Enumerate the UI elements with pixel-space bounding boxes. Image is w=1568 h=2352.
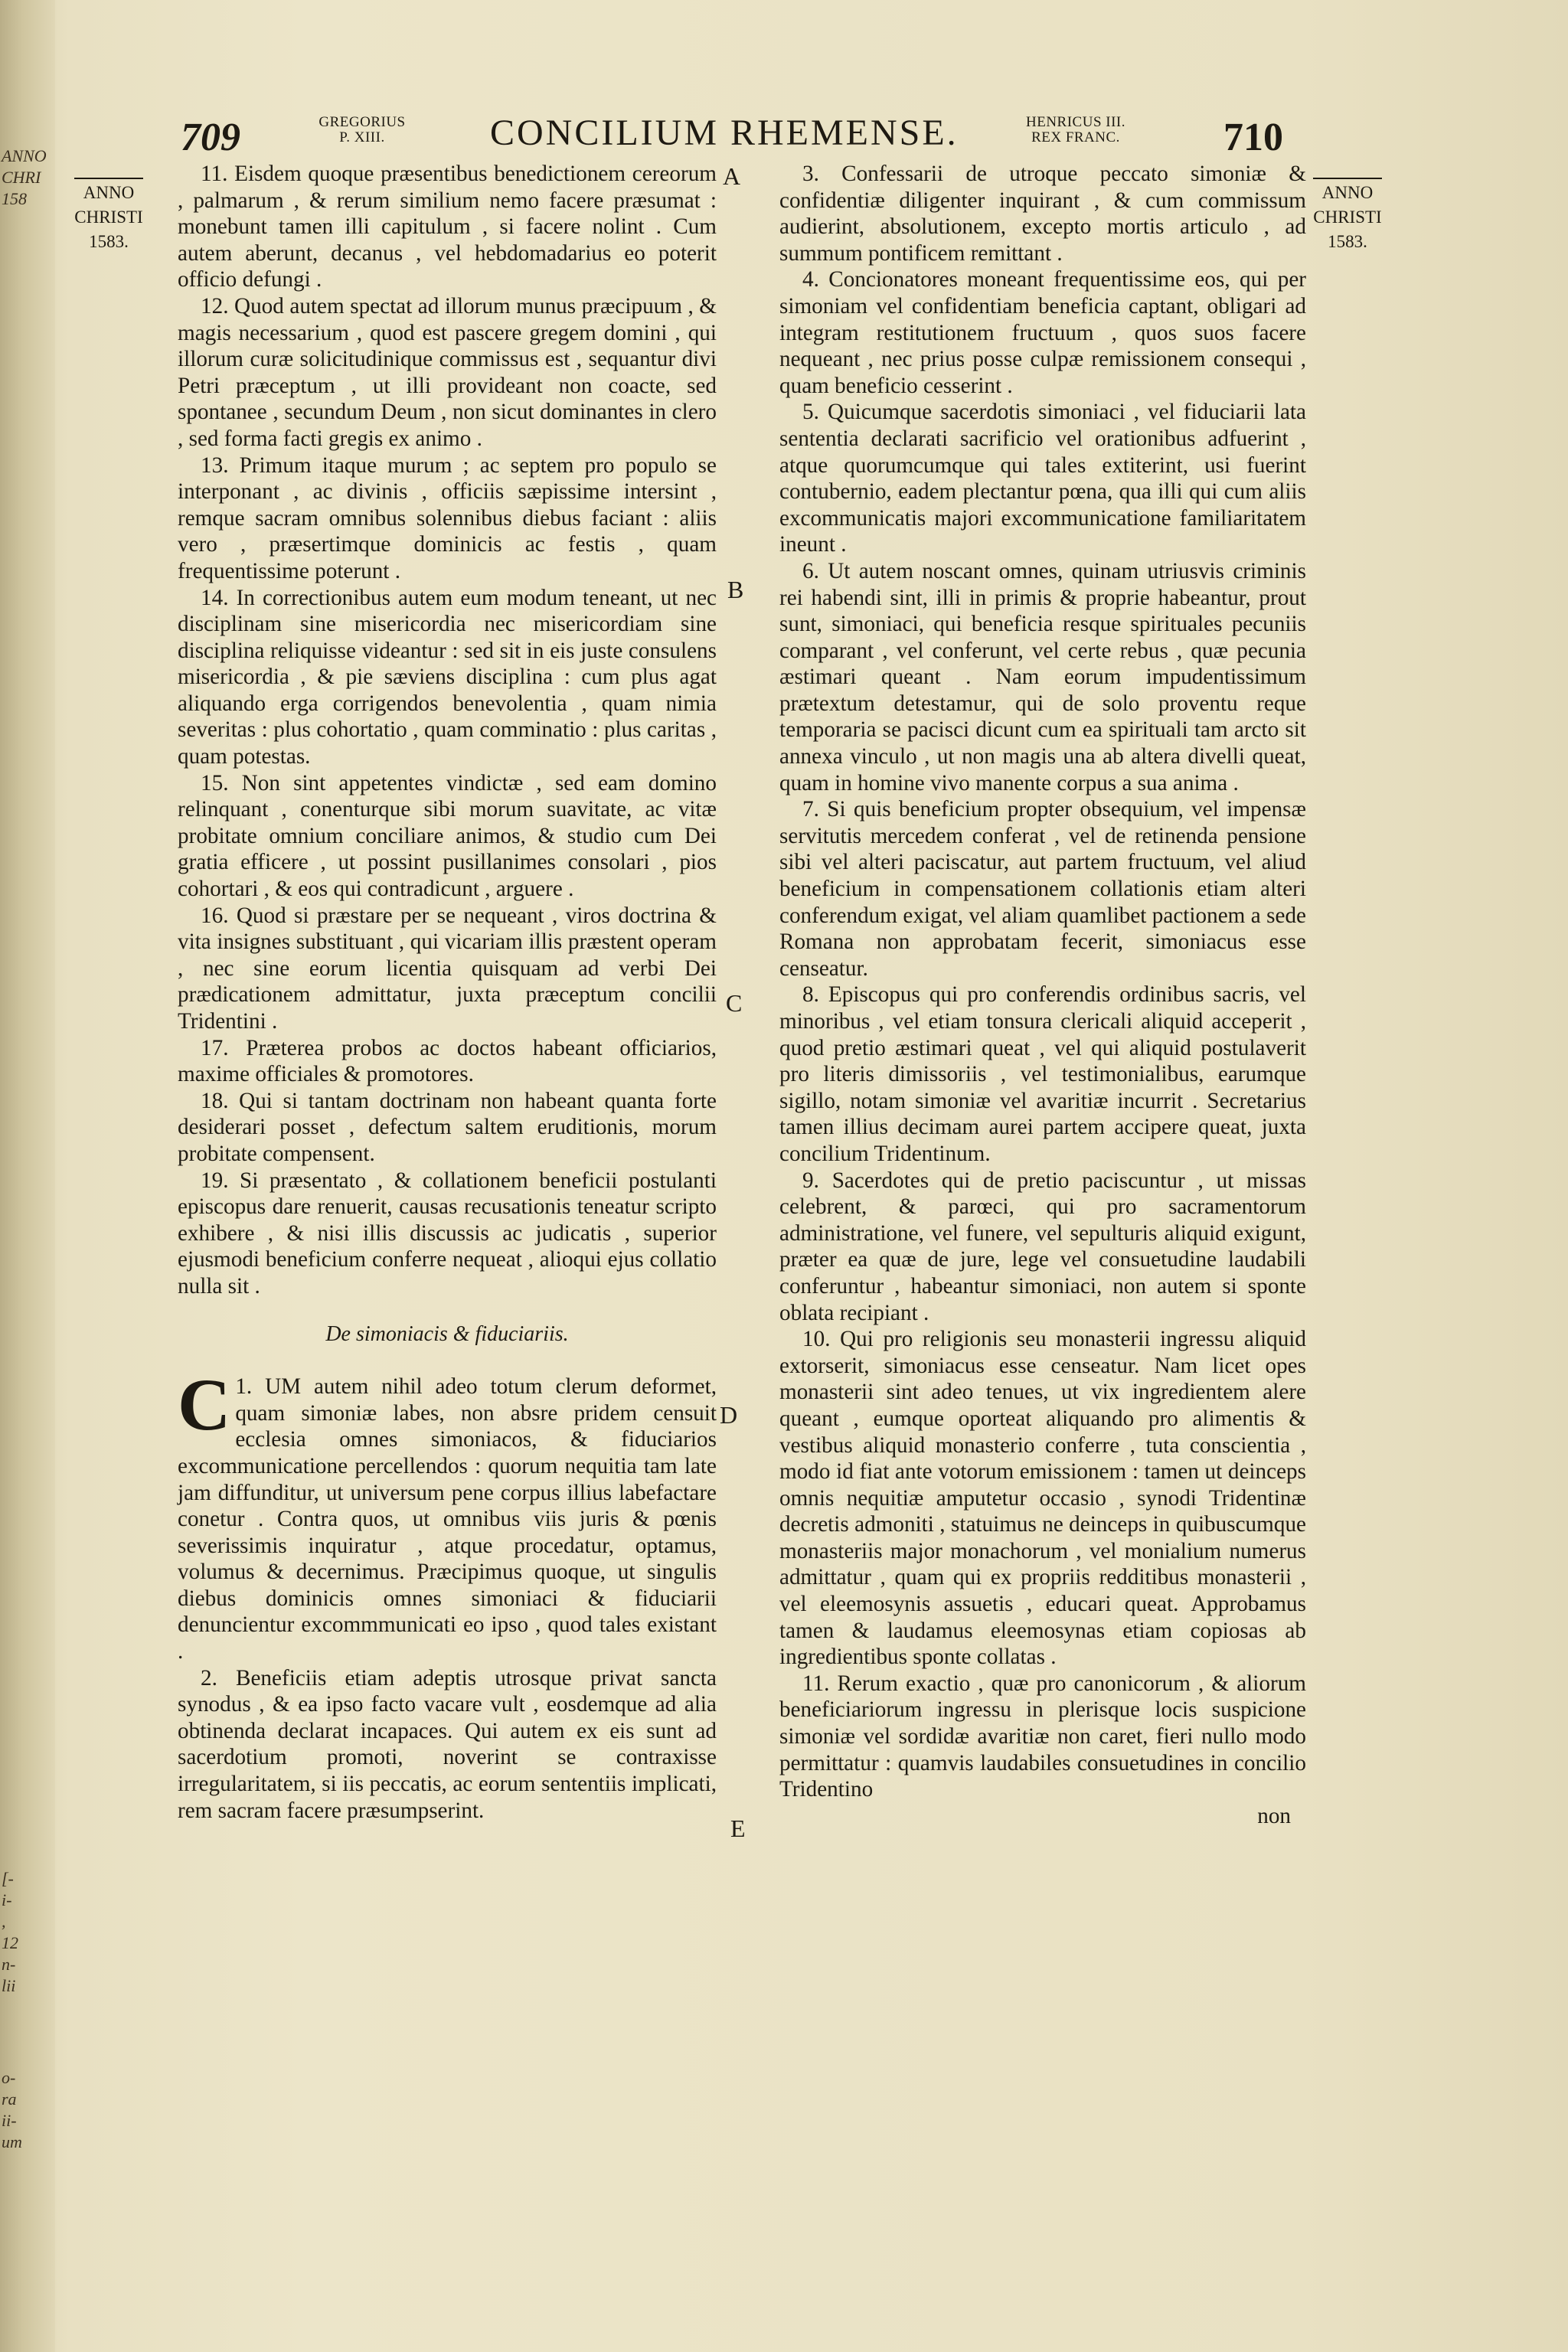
running-head-right — [1011, 115, 1141, 145]
section-letter-b: B — [727, 576, 744, 603]
paragraph-12: 12. Quod autem spectat ad illorum munus præcipuum , & magis necessarium , quod est pascere gregem domini , qui illorum curæ solicitudinique commissus est , sequantur divi Petri præceptum , ut illi provideant non coacte, sed spontanee , secundum Deum , non sicut dominantes in clero , sed forma facti gregis ex animo . — [178, 293, 717, 451]
running-head-left — [305, 115, 420, 145]
left-column — [178, 161, 717, 1824]
paragraph-11-right: 11. Rerum exactio , quæ pro canonicorum , & aliorum beneficiariorum ingressu in plerisque locis suspicione simoniæ vel sordidæ avaritiæ non caret, fieri nullo modo permittatur : quamvis laudabiles consuetudines in concilio Tridentino — [779, 1671, 1306, 1802]
section-letter-e: E — [730, 1815, 746, 1842]
margin-note-right-line2: CHRISTI — [1313, 207, 1382, 227]
edge-fragment-2: [- i- , 12 n- lii — [2, 1869, 18, 1995]
paragraph-10: 10. Qui pro religionis seu monasterii ingressu aliquid extorserit, simoniacus esse censeatur. Nam licet opes monasterii sint adeo tenues, ut vix ingredientem alere queant , eumque oporteat aliquando pro alimentis & vestibus aliquid monasterio conferre , tuta conscientia , modo id fiat ante votorum emissionem : tamen ut deinceps omnis nequitiæ amputetur occasio , synodi Tridentinæ decretis admoniti , statuimus ne deinceps in quibuscumque monasteriis major monachorum , vel monialium numerus admittatur , quam qui ex propriis redditibus monasterii , vel eleemosynis assuetis , educari queat. Approbamus tamen & laudamus eleemosynas etiam copiosas ab ingredientibus sponte collatas . — [779, 1327, 1306, 1670]
previous-page-edge — [0, 0, 55, 2352]
margin-note-left-line2: CHRISTI — [74, 207, 143, 227]
paragraph-7: 7. Si quis beneficium propter obsequium, vel impensæ servitutis mercedem conferat , vel de retinenda pensione sibi vel alteri paciscatur, aut partem fructuum, vel aliud beneficium in compensationem collationis etiam alteri conferendum exigat, vel aliam quamlibet pactionem a sede Romana non approbatam fecerit, simoniacus esse censeatur. — [779, 797, 1306, 981]
paragraph-6: 6. Ut autem noscant omnes, quinam utriusvis criminis rei habendi sint, illi in primis & proprie habeantur, prout sunt, simoniaci, qui beneficia resque spirituales pecuniis comparant , vel conferunt, vel certe rebus , quæ pecunia æstimari queant . Nam eorum impudentissimum prætextum detestamur, qui de solo proventu reque temporaria se pacisci dicunt cum ea spirituali tam arcto sit annexa vinculo , ut non magis una ab altera divelli queat, quam in homine vivo manente corpus a sua anima . — [779, 558, 1306, 795]
section-letter-d: D — [720, 1401, 738, 1429]
paragraph-5: 5. Quicumque sacerdotis simoniaci , vel fiduciarii lata sententia declarati sacrificio vel orationibus adfuerint , atque quorumcumque qui tales extiterint, usi fuerint contubernio, eadem plectantur pœna, qua illi qui cum aliis excommunicatis majori excommunicatione familiaritatem ineunt . — [779, 400, 1306, 557]
page-number-left: 709 — [181, 116, 240, 159]
margin-note-left-line1: ANNO — [83, 183, 135, 202]
margin-note-left — [70, 178, 147, 254]
drop-cap: C — [178, 1364, 231, 1446]
paragraph-14: 14. In correctionibus autem eum modum teneant, ut nec disciplinam sine misericordia nec misericordiam sine disciplina reliquisse videantur : sed sit in eis juste consulens misericordia , & pie sæviens disciplina : cum plus agat aliquando erga corrigendos benevolentia , quam nimia severitas : plus cohortatio , quam comminatio : plus caritas , quam potestas. — [178, 585, 717, 769]
section-heading: De simoniacis & fiduciariis. — [325, 1321, 569, 1346]
paragraph-17: 17. Præterea probos ac doctos habeant officiarios, maxime officiales & promotores. — [178, 1035, 717, 1087]
margin-note-right — [1302, 178, 1393, 254]
edge-fragment-3: o- ra ii- um — [2, 2068, 22, 2151]
edge-fragment-1: ANNO CHRI 158 — [2, 146, 47, 208]
running-head-left-line1: GREGORIUS — [318, 114, 406, 130]
paragraph-16: 16. Quod si præstare per se nequeant , viros doctrina & vita insignes substituant , qui vicariam illis præstent operam , nec sine eorum licentia quisquam ad verbi Dei prædicationem admittatur, juxta præceptum concilii Tridentini . — [178, 903, 717, 1034]
paragraph-8: 8. Episcopus qui pro conferendis ordinibus sacris, vel minoribus , vel etiam tonsura clericali aliquid acceperit , quod pretio æstimari queat , vel qui aliquid postulaverit pro literis dimissoriis , vel testimonialibus, earumque sigillo, notam simoniæ vel avaritiæ incurrit . Secretarius tamen illius decimam aurei partem accipere queat, juxta concilium Tridentinum. — [779, 982, 1306, 1166]
margin-rule — [1313, 178, 1382, 179]
right-column — [779, 161, 1306, 1829]
running-header — [0, 107, 1568, 168]
section-paragraph-1 — [178, 1364, 717, 1665]
paragraph-15: 15. Non sint appetentes vindictæ , sed eam domino relinquant , conenturque sibi morum suavitate, ac vitæ probitate omnium conciliare animos, & studio cum Dei gratia efficere , ut possint pusillanimes consolari , pios cohortari , & eos qui contradicunt , arguere . — [178, 770, 717, 902]
paragraph-13: 13. Primum itaque murum ; ac septem pro populo se interponant , ac divinis , officiis sæpissime intersint , remque sacram omnibus solennibus diebus faciant : aliis vero , præsertimque dominicis ac festis , quam frequentissime poterunt . — [178, 452, 717, 583]
catchword: non — [1257, 1803, 1291, 1828]
margin-note-right-line1: ANNO — [1321, 183, 1374, 202]
margin-note-right-line3: 1583. — [1328, 232, 1367, 251]
running-head-left-line2: P. XIII. — [339, 129, 385, 145]
paragraph-3: 3. Confessarii de utroque peccato simoniæ & confidentiæ diligenter inquirant , & cum commissum audierint, absolutionem, excepto mortis articulo , ad summum pontificem remittant . — [779, 162, 1306, 266]
page-number-right: 710 — [1223, 116, 1283, 159]
running-head-right-line2: REX FRANC. — [1031, 129, 1120, 145]
section-letter-c: C — [726, 989, 743, 1017]
paragraph-11: 11. Eisdem quoque præsentibus benedictionem cereorum , palmarum , & rerum similium nemo facere præsumat : monebunt tamen illi capitulum , si facere nolint . Cum autem aberunt, decanus , vel hebdomadarius eo poterit officio defungi . — [178, 162, 717, 292]
paragraph-19: 19. Si præsentato , & collationem beneficii postulanti episcopus dare renuerit, causas recusationis teneatur scripto exhibere , & nisi illis discussis ac judicatis , superior ejusmodi beneficium conferre nequeat , alioqui ejus collatio nulla sit . — [178, 1168, 717, 1298]
margin-note-left-line3: 1583. — [89, 232, 129, 251]
section-paragraph-2: 2. Beneficiis etiam adeptis utrosque privat sancta synodus , & ea ipso facto vacare vult , eosdemque ad alia obtinenda declarat incapaces. Qui autem ex eis sunt ad sacerdotium promoti, noverint se contraxisse irregularitatem, si iis peccatis, ac eorum sententiis implicati, rem sacram facere præsumpserint. — [178, 1665, 717, 1823]
section-letter-a: A — [723, 162, 741, 190]
running-head-right-line1: HENRICUS III. — [1026, 114, 1125, 130]
margin-rule — [74, 178, 143, 179]
page-title: CONCILIUM RHEMENSE. — [490, 113, 959, 153]
paragraph-18: 18. Qui si tantam doctrinam non habeant quanta forte desiderari posset , defectum saltem eruditionis, morum probitate compensent. — [178, 1088, 717, 1166]
section-paragraph-1-text: 1. UM autem nihil adeo totum clerum deformet, quam simoniæ labes, non absre pridem censuit ecclesia omnes simoniacos, & fiduciarios excommunicatione percellendos : quorum nequitia tam late jam diffunditur, ut universum pene corpus illius labefactare conetur . Contra quos, ut omnibus viis juris & pœnis severissimis inquiratur , atque procedatur, optamus, volumus & decernimus. Præcipimus quoque, ut singulis diebus dominicis omnes simoniaci & fiduciarii denuncientur excommmunicati eo ipso , quod tales existant . — [178, 1374, 717, 1664]
paragraph-4: 4. Concionatores moneant frequentissime eos, qui per simoniam vel confidentiam beneficia captant, obligari ad integram restitutionem fructuum , quos suos facere nequeant , nec prius posse culpæ remissionem consequi , quam beneficio cesserint . — [779, 267, 1306, 398]
paragraph-9: 9. Sacerdotes qui de pretio paciscuntur , ut missas celebrent, & parœci, qui pro sacramentorum administratione, vel funere, vel sepulturis aliquid exigunt, præter ea quæ de jure, lege vel consuetudine laudabili conferuntur , habeantur simoniaci, non autem si sponte oblata recipiant . — [779, 1168, 1306, 1325]
